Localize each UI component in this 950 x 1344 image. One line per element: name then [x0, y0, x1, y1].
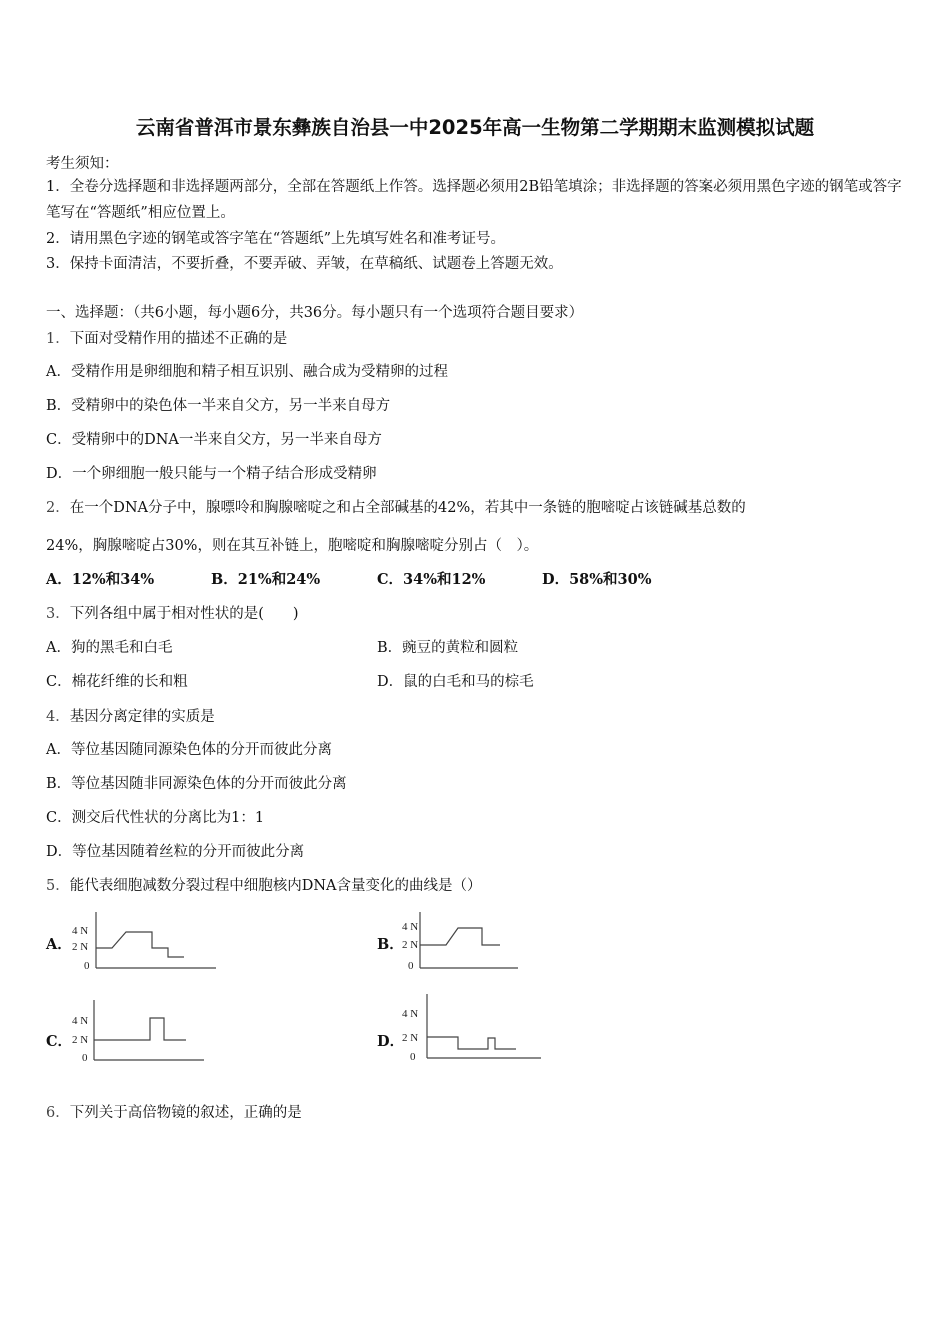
- exam-title: 云南省普洱市景东彝族自治县一中2025年高一生物第二学期期末监测模拟试题: [135, 116, 815, 139]
- q1-option-b[interactable]: B．受精卵中的染色体一半来自父方，另一半来自母方: [46, 398, 391, 414]
- question-1: [46, 327, 287, 348]
- q3-option-c[interactable]: C．棉花纤维的长和粗: [46, 674, 188, 690]
- q5-option-b-label[interactable]: B．: [377, 936, 404, 953]
- axis-label-origin: 0: [84, 960, 90, 972]
- question-5: [46, 874, 482, 895]
- q4-option-a[interactable]: A．等位基因随同源染色体的分开而彼此分离: [46, 742, 332, 758]
- question-stem-line-2: 24%，胸腺嘧啶占30%，则在其互补链上，胞嘧啶和胸腺嘧啶分别占（ ）。: [46, 538, 539, 554]
- axis-label-2n: 2 N: [72, 941, 89, 953]
- dna-curve: [94, 1018, 186, 1040]
- axis-label-4n: 4 N: [402, 921, 419, 933]
- q5-graph-a[interactable]: [68, 910, 218, 972]
- axis-label-origin: 0: [82, 1052, 88, 1064]
- q5-graph-c[interactable]: [68, 998, 208, 1062]
- q1-option-c[interactable]: C．受精卵中的DNA一半来自父方，另一半来自母方: [46, 432, 382, 448]
- question-number: 5．: [46, 878, 70, 894]
- question-2: [46, 496, 746, 517]
- question-3: [46, 602, 299, 623]
- notice-item-1: 1．全卷分选择题和非选择题两部分，全部在答题纸上作答。选择题必须用2B铅笔填涂；非选择题的答案必须用黑色字迹的钢笔或答字笔写在“答题纸”相应位置上。: [46, 179, 902, 221]
- question-stem: 下列关于高倍物镜的叙述，正确的是: [69, 1105, 302, 1121]
- axis-label-origin: 0: [410, 1051, 416, 1063]
- question-number: 2．: [46, 500, 70, 516]
- q4-option-d[interactable]: D．等位基因随着丝粒的分开而彼此分离: [46, 844, 305, 860]
- axis-label-origin: 0: [408, 960, 414, 972]
- question-4: [46, 705, 215, 726]
- q4-option-c[interactable]: C．测交后代性状的分离比为1：1: [46, 810, 265, 826]
- notice-item-3: 3．保持卡面清洁，不要折叠，不要弄破、弄皱，在草稿纸、试题卷上答题无效。: [46, 256, 563, 272]
- axis-label-4n: 4 N: [402, 1008, 419, 1020]
- q5-option-d-label[interactable]: D．: [377, 1033, 405, 1050]
- q5-option-c-label[interactable]: C．: [46, 1033, 73, 1050]
- notice-item-2: 2．请用黑色字迹的钢笔或答字笔在“答题纸”上先填写姓名和准考证号。: [46, 231, 506, 247]
- dna-curve: [96, 932, 184, 957]
- q2-option-b[interactable]: B．21%和24%: [211, 571, 321, 588]
- q3-option-b[interactable]: B．豌豆的黄粒和圆粒: [377, 640, 519, 656]
- q1-option-d[interactable]: D．一个卵细胞一般只能与一个精子结合形成受精卵: [46, 466, 377, 482]
- axis-label-2n: 2 N: [402, 1032, 419, 1044]
- question-stem-line-1: 在一个DNA分子中，腺嘌呤和胸腺嘧啶之和占全部碱基的42%，若其中一条链的胞嘧啶占该链碱基总数的: [69, 500, 746, 516]
- section-heading: 一、选择题：（共6小题，每小题6分，共36分。每小题只有一个选项符合题目要求）: [46, 305, 584, 321]
- q2-option-d[interactable]: D．58%和30%: [542, 571, 652, 588]
- q5-graph-b[interactable]: [400, 910, 520, 972]
- q2-option-a[interactable]: A．12%和34%: [46, 571, 155, 588]
- question-number: 1．: [46, 331, 70, 347]
- q1-option-a[interactable]: A．受精作用是卵细胞和精子相互识别、融合成为受精卵的过程: [46, 364, 448, 380]
- q5-graph-d[interactable]: [400, 992, 545, 1062]
- q3-option-d[interactable]: D．鼠的白毛和马的棕毛: [377, 674, 534, 690]
- question-stem: 下列各组中属于相对性状的是( ): [69, 606, 299, 622]
- q4-option-b[interactable]: B．等位基因随非同源染色体的分开而彼此分离: [46, 776, 347, 792]
- question-number: 6．: [46, 1105, 70, 1121]
- axis-label-4n: 4 N: [72, 925, 89, 937]
- axis-label-2n: 2 N: [402, 939, 419, 951]
- question-stem: 基因分离定律的实质是: [69, 709, 215, 725]
- notice-header: 考生须知：: [46, 156, 119, 172]
- dna-curve: [427, 1037, 516, 1049]
- dna-curve: [420, 928, 500, 945]
- question-stem: 下面对受精作用的描述不正确的是: [69, 331, 288, 347]
- question-number: 3．: [46, 606, 70, 622]
- question-number: 4．: [46, 709, 70, 725]
- question-6: [46, 1101, 302, 1122]
- axis-label-4n: 4 N: [72, 1015, 89, 1027]
- q3-option-a[interactable]: A．狗的黑毛和白毛: [46, 640, 173, 656]
- question-stem: 能代表细胞减数分裂过程中细胞核内DNA含量变化的曲线是（）: [69, 878, 482, 894]
- q5-option-a-label[interactable]: A．: [46, 936, 72, 953]
- q2-option-c[interactable]: C．34%和12%: [377, 571, 486, 588]
- axis-label-2n: 2 N: [72, 1034, 89, 1046]
